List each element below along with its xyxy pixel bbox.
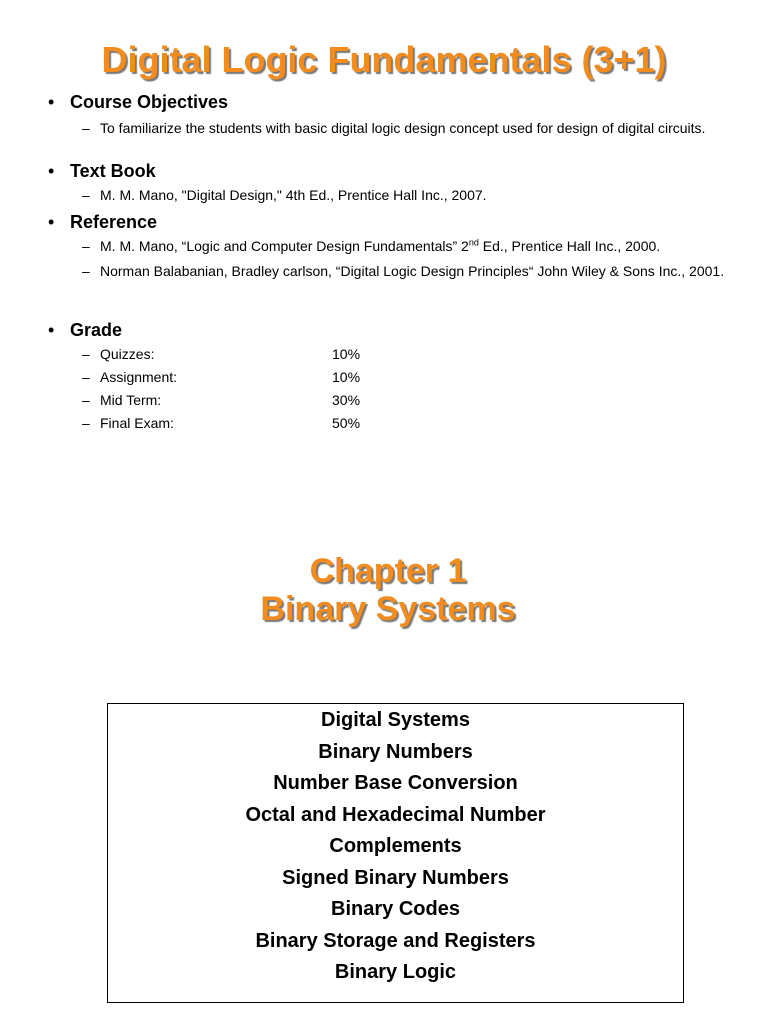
chapter-heading <box>0 552 768 628</box>
dash-icon: – <box>82 187 90 203</box>
grade-label: Quizzes: <box>100 346 155 362</box>
course-objectives-section <box>48 91 738 136</box>
topic-item: Binary Numbers <box>318 740 473 763</box>
bullet-icon: • <box>48 92 55 112</box>
topic-item: Number Base Conversion <box>273 772 518 794</box>
grade-row-quizzes <box>48 347 738 370</box>
page-title: Digital Logic Fundamentals (3+1) <box>101 39 667 80</box>
ordinal-suffix: nd <box>468 237 479 248</box>
grade-label: Mid Term: <box>100 392 162 408</box>
reference-item <box>48 264 738 279</box>
objective-text: To familiarize the students with basic digital logic design concept used for design of digital circuits. <box>100 120 706 136</box>
topic-item: Digital Systems <box>321 709 470 731</box>
dash-icon: – <box>82 120 90 136</box>
reference-section <box>48 211 738 279</box>
reference-text: M. M. Mano, “Logic and Computer Design Fundamentals” 2 <box>100 238 469 254</box>
text-book-text: M. M. Mano, "Digital Design," 4th Ed., Prentice Hall Inc., 2007. <box>100 187 487 203</box>
dash-icon: – <box>82 415 90 431</box>
grade-value: 30% <box>332 392 361 408</box>
topic-item: Signed Binary Numbers <box>282 866 509 889</box>
heading-text: Grade <box>70 320 123 340</box>
topic-item: Binary Storage and Registers <box>255 929 536 952</box>
reference-text-cont: Ed., Prentice Hall Inc., 2000. <box>478 238 661 254</box>
bullet-icon: • <box>48 161 55 181</box>
grade-value: 10% <box>332 346 361 362</box>
dash-icon: – <box>82 346 90 362</box>
bullet-icon: • <box>48 320 55 340</box>
grade-label: Final Exam: <box>100 415 174 431</box>
grade-section <box>48 319 738 439</box>
objective-item <box>48 121 738 136</box>
topic-item: Binary Logic <box>334 961 457 983</box>
grade-row-mid-term <box>48 393 738 416</box>
grade-table <box>48 347 738 439</box>
heading-text: Reference <box>70 212 158 232</box>
grade-heading <box>48 319 738 341</box>
bullet-icon: • <box>48 212 55 232</box>
dash-icon: – <box>82 369 90 385</box>
topic-item: Complements <box>329 835 462 857</box>
heading-text: Text Book <box>70 161 156 181</box>
topic-item: Octal and Hexadecimal Number <box>245 803 546 826</box>
grade-value: 10% <box>332 369 361 385</box>
text-book-item <box>48 188 738 203</box>
chapter-title: Binary Systems <box>260 590 516 628</box>
reference-item <box>48 239 738 254</box>
chapter-number: Chapter 1 <box>309 552 467 590</box>
chapter-topics-box <box>107 703 684 1003</box>
dash-icon: – <box>82 238 90 254</box>
course-objectives-heading <box>48 91 738 113</box>
text-book-heading <box>48 160 738 182</box>
reference-heading <box>48 211 738 233</box>
reference-text: Norman Balabanian, Bradley carlson, “Digital Logic Design Principles“ John Wiley & Sons Inc., 2001. <box>100 263 725 279</box>
grade-label: Assignment: <box>100 369 178 385</box>
text-book-section <box>48 160 738 203</box>
grade-row-final-exam <box>48 416 738 439</box>
grade-value: 50% <box>332 415 361 431</box>
dash-icon: – <box>82 392 90 408</box>
grade-row-assignment <box>48 370 738 393</box>
heading-text: Course Objectives <box>70 92 229 112</box>
topic-item: Binary Codes <box>331 898 460 920</box>
dash-icon: – <box>82 263 90 279</box>
